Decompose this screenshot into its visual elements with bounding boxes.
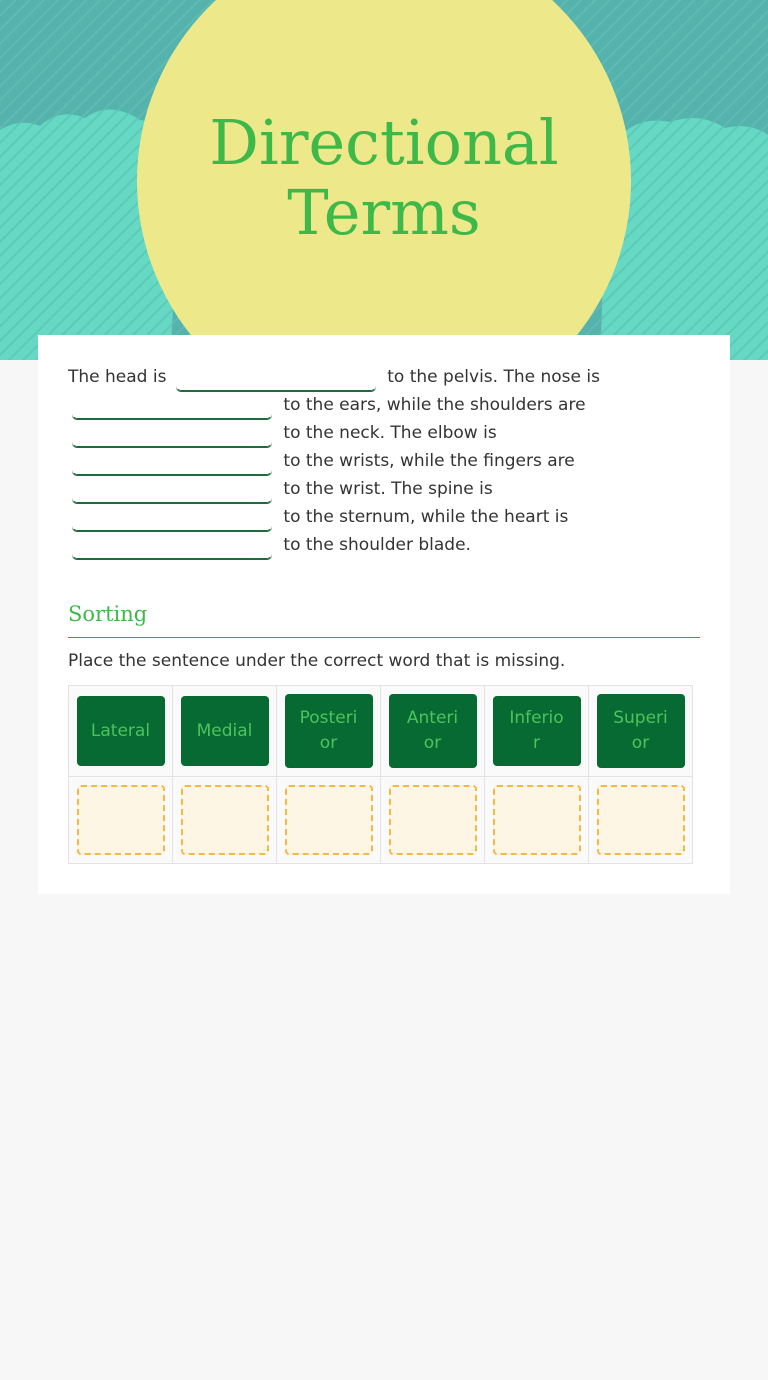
category-tile-inferior: Inferior [493, 696, 581, 766]
category-row [69, 686, 693, 777]
paragraph-text: to the neck. The elbow is [283, 423, 497, 443]
sorting-table [68, 685, 693, 864]
category-cell [69, 686, 173, 777]
sorting-instructions: Place the sentence under the correct word that is missing. [68, 651, 566, 671]
drop-cell [589, 777, 693, 864]
category-cell [589, 686, 693, 777]
drop-zone-lateral[interactable] [77, 785, 165, 855]
drop-cell [381, 777, 485, 864]
drop-zone-superior[interactable] [597, 785, 685, 855]
category-cell [485, 686, 589, 777]
category-tile-lateral: Lateral [77, 696, 165, 766]
blank-1[interactable] [176, 369, 376, 391]
paragraph-text: to the wrist. The spine is [283, 479, 493, 499]
drop-zone-posterior[interactable] [285, 785, 373, 855]
category-cell [381, 686, 485, 777]
category-tile-anterior: Anterior [389, 694, 477, 768]
paragraph-text: to the wrists, while the fingers are [283, 451, 575, 471]
blank-6[interactable] [72, 509, 272, 531]
drop-zone-anterior[interactable] [389, 785, 477, 855]
blank-2[interactable] [72, 397, 272, 419]
drop-cell [485, 777, 589, 864]
drop-cell [277, 777, 381, 864]
drop-cell [173, 777, 277, 864]
drop-row [69, 777, 693, 864]
paragraph-text: The head is [68, 367, 167, 387]
paragraph-text: to the ears, while the shoulders are [283, 395, 586, 415]
page-title: Directional Terms [209, 106, 559, 249]
fill-in-paragraph [68, 363, 708, 559]
category-cell [173, 686, 277, 777]
category-tile-medial: Medial [181, 696, 269, 766]
worksheet-card [38, 335, 730, 894]
header-banner [0, 0, 768, 360]
category-tile-posterior: Posterior [285, 694, 373, 768]
drop-cell [69, 777, 173, 864]
blank-5[interactable] [72, 481, 272, 503]
paragraph-text: to the pelvis. The nose is [387, 367, 600, 387]
category-cell [277, 686, 381, 777]
drop-zone-medial[interactable] [181, 785, 269, 855]
paragraph-text: to the sternum, while the heart is [283, 507, 569, 527]
drop-zone-inferior[interactable] [493, 785, 581, 855]
paragraph-text: to the shoulder blade. [283, 535, 471, 555]
blank-3[interactable] [72, 425, 272, 447]
blank-4[interactable] [72, 453, 272, 475]
sorting-title: Sorting [68, 599, 700, 638]
category-tile-superior: Superior [597, 694, 685, 768]
blank-7[interactable] [72, 537, 272, 559]
